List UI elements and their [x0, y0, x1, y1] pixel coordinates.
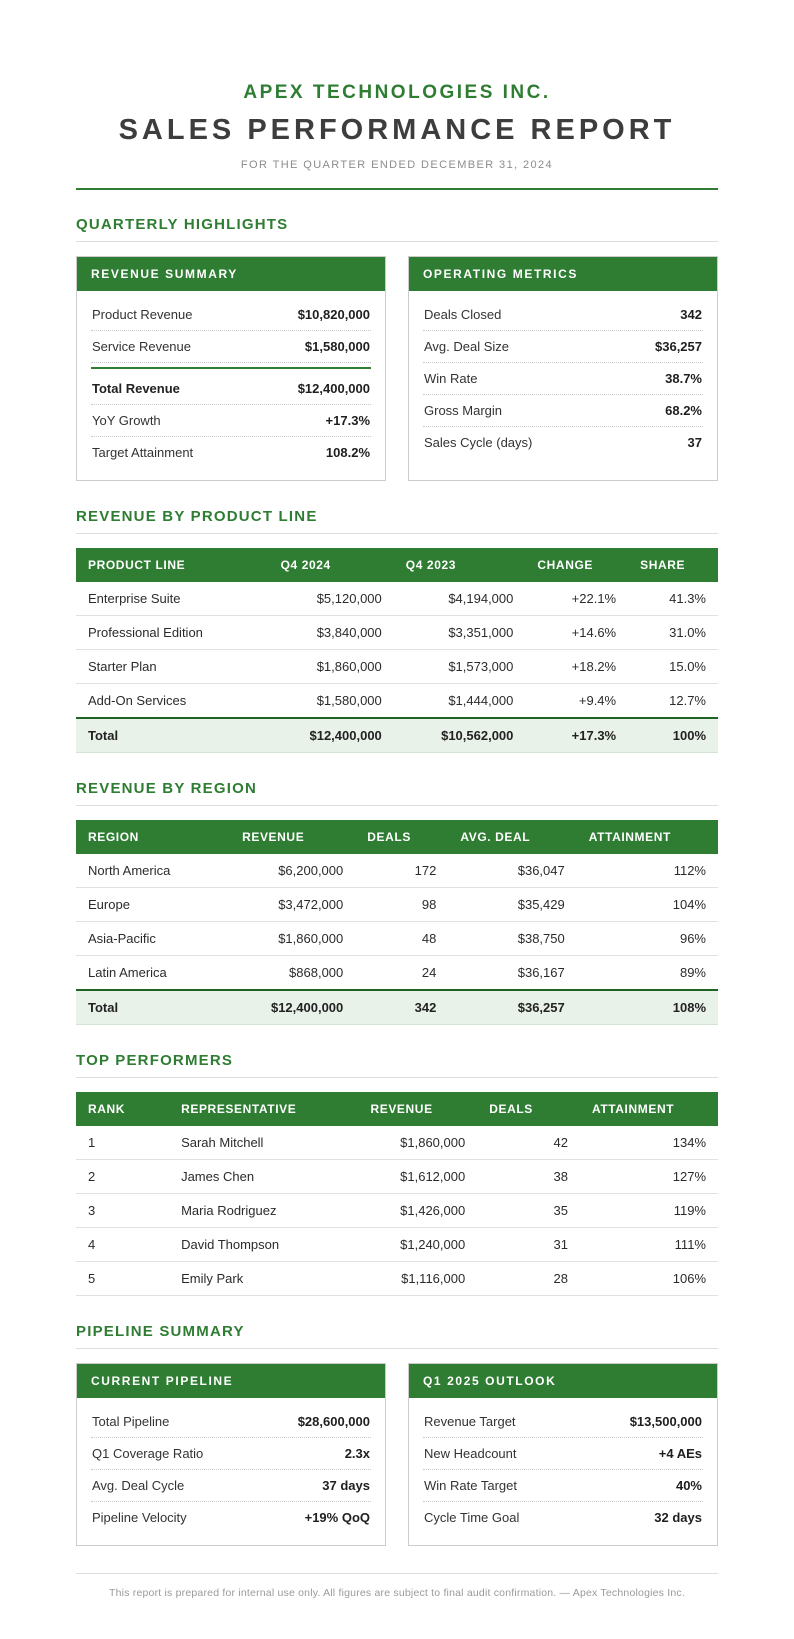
table-cell: $3,472,000 [230, 888, 355, 922]
kv-label: Q1 Coverage Ratio [92, 1446, 204, 1461]
table-row [76, 650, 718, 684]
table-cell: $12,400,000 [269, 718, 394, 753]
table-cell: $10,562,000 [394, 718, 526, 753]
table-cell: Enterprise Suite [76, 582, 269, 616]
kv-label: Cycle Time Goal [424, 1510, 520, 1525]
kv-label: Target Attainment [92, 445, 194, 460]
kv-row [91, 1406, 371, 1438]
current-pipeline-card-body [77, 1398, 385, 1545]
table-cell: 89% [577, 956, 718, 991]
column-header: REPRESENTATIVE [169, 1092, 358, 1126]
table-cell: Maria Rodriguez [169, 1194, 358, 1228]
table-cell: 134% [580, 1126, 718, 1160]
highlights-card-grid [76, 256, 718, 481]
table-row [76, 956, 718, 991]
kv-value: +4 AEs [658, 1446, 702, 1461]
revenue-summary-card-title: REVENUE SUMMARY [77, 257, 385, 291]
table-cell: $36,047 [448, 854, 576, 888]
table-cell: $1,860,000 [269, 650, 394, 684]
table-cell: $36,167 [448, 956, 576, 991]
current-pipeline-card [76, 1363, 386, 1546]
column-header: RANK [76, 1092, 169, 1126]
green-divider [91, 367, 371, 369]
table-cell: $38,750 [448, 922, 576, 956]
kv-label: Deals Closed [424, 307, 502, 322]
section-revenue-by-product-line [76, 508, 718, 753]
operating-metrics-card [408, 256, 718, 481]
table-header-row [76, 548, 718, 582]
kv-label: Avg. Deal Cycle [92, 1478, 185, 1493]
pipeline-summary-heading: PIPELINE SUMMARY [76, 1323, 718, 1349]
outlook-card-title: Q1 2025 OUTLOOK [409, 1364, 717, 1398]
kv-label: Product Revenue [92, 307, 193, 322]
table-cell: $6,200,000 [230, 854, 355, 888]
table-cell: $3,351,000 [394, 616, 526, 650]
table-cell: North America [76, 854, 230, 888]
table-cell: $1,444,000 [394, 684, 526, 719]
outlook-card [408, 1363, 718, 1546]
current-pipeline-card-title: CURRENT PIPELINE [77, 1364, 385, 1398]
kv-label: Avg. Deal Size [424, 339, 510, 354]
table-header-row [76, 1092, 718, 1126]
table-row [76, 616, 718, 650]
section-pipeline-summary [76, 1323, 718, 1546]
table-cell: 96% [577, 922, 718, 956]
operating-metrics-card-body [409, 291, 717, 470]
revenue-summary-card [76, 256, 386, 481]
top-performers-heading: TOP PERFORMERS [76, 1052, 718, 1078]
report-subtitle: FOR THE QUARTER ENDED DECEMBER 31, 2024 [240, 159, 554, 171]
table-cell: 12.7% [628, 684, 718, 719]
kv-row [91, 437, 371, 468]
kv-row [91, 373, 371, 405]
table-cell: 24 [355, 956, 448, 991]
kv-row [423, 427, 703, 458]
table-cell: $5,120,000 [269, 582, 394, 616]
kv-value: $10,820,000 [297, 307, 370, 322]
kv-value: 37 [687, 435, 702, 450]
table-cell: 31.0% [628, 616, 718, 650]
operating-metrics-card-title: OPERATING METRICS [409, 257, 717, 291]
revenue-summary-card-body [77, 291, 385, 480]
section-revenue-by-region [76, 780, 718, 1025]
table-row [76, 854, 718, 888]
table-cell: +9.4% [525, 684, 628, 719]
table-row [76, 1262, 718, 1296]
kv-row [423, 395, 703, 427]
kv-value: +17.3% [325, 413, 370, 428]
table-row [76, 1228, 718, 1262]
table-row [76, 582, 718, 616]
kv-label: Total Revenue [92, 381, 180, 396]
table-cell: 342 [355, 990, 448, 1025]
table-cell: Starter Plan [76, 650, 269, 684]
table-cell: 31 [477, 1228, 580, 1262]
table-cell: $4,194,000 [394, 582, 526, 616]
kv-value: $36,257 [655, 339, 702, 354]
table-cell: 100% [628, 718, 718, 753]
pipeline-card-grid [76, 1363, 718, 1546]
table-total-row [76, 718, 718, 753]
column-header: DEALS [477, 1092, 580, 1126]
report-footer [76, 1573, 718, 1599]
quarterly-highlights-heading: QUARTERLY HIGHLIGHTS [76, 216, 718, 242]
product-line-table [76, 548, 718, 753]
top-performers-table [76, 1092, 718, 1296]
column-header: AVG. DEAL [448, 820, 576, 854]
kv-row [91, 331, 371, 363]
column-header: REGION [76, 820, 230, 854]
section-top-performers [76, 1052, 718, 1296]
table-cell: 28 [477, 1262, 580, 1296]
region-table [76, 820, 718, 1025]
table-cell: 98 [355, 888, 448, 922]
kv-value: 2.3x [344, 1446, 370, 1461]
kv-label: Pipeline Velocity [92, 1510, 187, 1525]
table-cell: 111% [580, 1228, 718, 1262]
table-cell: Emily Park [169, 1262, 358, 1296]
table-cell: $1,612,000 [358, 1160, 477, 1194]
company-name: APEX TECHNOLOGIES INC. [243, 82, 551, 103]
kv-value: $28,600,000 [297, 1414, 370, 1429]
table-row [76, 922, 718, 956]
table-cell: $36,257 [448, 990, 576, 1025]
table-cell: 104% [577, 888, 718, 922]
kv-value: 37 days [322, 1478, 370, 1493]
kv-value: 342 [680, 307, 702, 322]
kv-value: $12,400,000 [297, 381, 370, 396]
kv-row [423, 331, 703, 363]
kv-row [91, 1470, 371, 1502]
column-header: PRODUCT LINE [76, 548, 269, 582]
column-header: ATTAINMENT [577, 820, 718, 854]
kv-label: YoY Growth [92, 413, 161, 428]
column-header: ATTAINMENT [580, 1092, 718, 1126]
table-cell: Latin America [76, 956, 230, 991]
table-cell: +22.1% [525, 582, 628, 616]
table-cell: 119% [580, 1194, 718, 1228]
table-cell: $1,573,000 [394, 650, 526, 684]
table-cell: $1,426,000 [358, 1194, 477, 1228]
table-cell: 48 [355, 922, 448, 956]
table-cell: $1,116,000 [358, 1262, 477, 1296]
table-cell: 127% [580, 1160, 718, 1194]
table-cell: Asia-Pacific [76, 922, 230, 956]
table-cell: 4 [76, 1228, 169, 1262]
kv-value: 40% [675, 1478, 702, 1493]
kv-row [423, 1406, 703, 1438]
table-cell: Add-On Services [76, 684, 269, 719]
kv-label: Win Rate [424, 371, 478, 386]
table-cell: $3,840,000 [269, 616, 394, 650]
kv-row [91, 299, 371, 331]
table-cell: 172 [355, 854, 448, 888]
column-header: Q4 2023 [394, 548, 526, 582]
kv-row [91, 405, 371, 437]
kv-row [423, 1470, 703, 1502]
table-cell: $1,240,000 [358, 1228, 477, 1262]
region-heading: REVENUE BY REGION [76, 780, 718, 806]
table-cell: Europe [76, 888, 230, 922]
kv-value: 38.7% [665, 371, 702, 386]
table-cell: $35,429 [448, 888, 576, 922]
kv-row [423, 1502, 703, 1533]
table-cell: 3 [76, 1194, 169, 1228]
table-cell: $868,000 [230, 956, 355, 991]
kv-value: $13,500,000 [629, 1414, 702, 1429]
report-title: SALES PERFORMANCE REPORT [118, 114, 676, 146]
table-row [76, 684, 718, 719]
table-cell: 38 [477, 1160, 580, 1194]
kv-label: New Headcount [424, 1446, 517, 1461]
kv-row [423, 1438, 703, 1470]
table-cell: 112% [577, 854, 718, 888]
table-row [76, 1126, 718, 1160]
table-cell: James Chen [169, 1160, 358, 1194]
table-cell: $1,580,000 [269, 684, 394, 719]
kv-label: Service Revenue [92, 339, 191, 354]
table-row [76, 888, 718, 922]
kv-row [91, 1502, 371, 1533]
table-cell: 2 [76, 1160, 169, 1194]
kv-value: 68.2% [665, 403, 702, 418]
table-total-row [76, 990, 718, 1025]
table-cell: +14.6% [525, 616, 628, 650]
table-cell: $12,400,000 [230, 990, 355, 1025]
table-cell: 1 [76, 1126, 169, 1160]
table-cell: $1,860,000 [230, 922, 355, 956]
table-header-row [76, 820, 718, 854]
table-cell: Sarah Mitchell [169, 1126, 358, 1160]
table-cell: 108% [577, 990, 718, 1025]
table-row [76, 1160, 718, 1194]
kv-value: $1,580,000 [304, 339, 370, 354]
kv-label: Win Rate Target [424, 1478, 517, 1493]
report-header [76, 82, 718, 171]
table-cell: Professional Edition [76, 616, 269, 650]
kv-label: Revenue Target [424, 1414, 516, 1429]
kv-value: +19% QoQ [304, 1510, 370, 1525]
outlook-card-body [409, 1398, 717, 1545]
table-cell: Total [76, 718, 269, 753]
table-cell: +17.3% [525, 718, 628, 753]
double-rule-divider [76, 188, 718, 190]
kv-row [91, 1438, 371, 1470]
table-row [76, 1194, 718, 1228]
column-header: SHARE [628, 548, 718, 582]
table-cell: David Thompson [169, 1228, 358, 1262]
column-header: DEALS [355, 820, 448, 854]
product-line-heading: REVENUE BY PRODUCT LINE [76, 508, 718, 534]
table-cell: 42 [477, 1126, 580, 1160]
footer-note: This report is prepared for internal use only. All figures are subject to final audit confirmation. — Apex Technologies Inc. [109, 1587, 685, 1599]
table-cell: 106% [580, 1262, 718, 1296]
column-header: CHANGE [525, 548, 628, 582]
table-cell: $1,860,000 [358, 1126, 477, 1160]
column-header: REVENUE [358, 1092, 477, 1126]
kv-label: Gross Margin [424, 403, 503, 418]
kv-label: Sales Cycle (days) [424, 435, 533, 450]
column-header: REVENUE [230, 820, 355, 854]
table-cell: +18.2% [525, 650, 628, 684]
table-cell: 35 [477, 1194, 580, 1228]
kv-value: 108.2% [325, 445, 370, 460]
table-cell: 41.3% [628, 582, 718, 616]
kv-value: 32 days [654, 1510, 702, 1525]
kv-row [423, 299, 703, 331]
table-cell: 5 [76, 1262, 169, 1296]
table-cell: 15.0% [628, 650, 718, 684]
section-quarterly-highlights [76, 216, 718, 481]
kv-row [423, 363, 703, 395]
kv-label: Total Pipeline [92, 1414, 170, 1429]
table-cell: Total [76, 990, 230, 1025]
column-header: Q4 2024 [269, 548, 394, 582]
